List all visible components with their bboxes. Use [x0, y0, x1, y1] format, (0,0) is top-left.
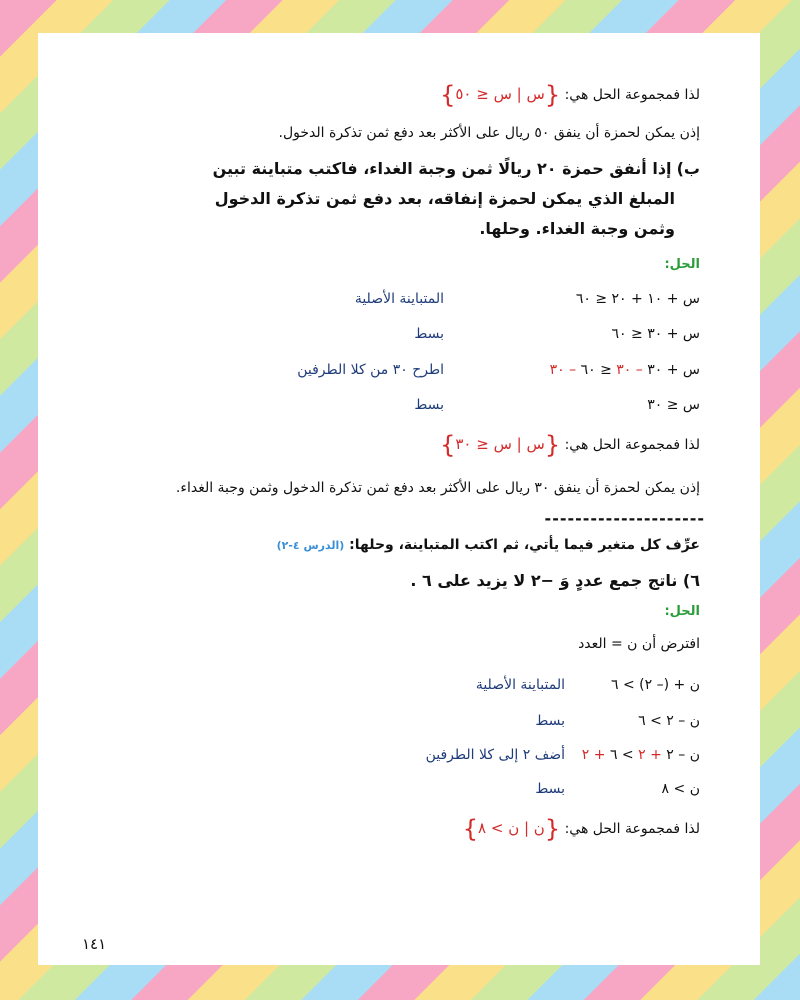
- step-b-4-note: بسط: [414, 397, 444, 413]
- step-b-1-expr: س + ١٠ + ٢٠ ≤ ٦٠: [575, 291, 700, 307]
- solution-set-value: س | س ≤ ٥٠: [455, 85, 545, 103]
- page-number: ١٤١: [82, 935, 107, 953]
- step-6-2-note: بسط: [535, 713, 565, 729]
- conclusion-a: إذن يمكن لحمزة أن ينفق ٥٠ ريال على الأكثر بعد دفع ثمن تذكرة الدخول.: [278, 125, 700, 141]
- divider: ---------------------: [544, 509, 705, 528]
- brace-close: }: [462, 815, 479, 843]
- question-6: ٦) ناتج جمع عددٍ وَ −٢ لا يزيد على ٦ .: [410, 571, 700, 590]
- page: [38, 33, 760, 965]
- step-6-4-note: بسط: [535, 781, 565, 797]
- question-b-line3: وثمن وجبة الغداء. وحلها.: [479, 219, 675, 238]
- step-6-1-expr: ن + (– ٢) > ٦: [611, 677, 700, 693]
- step-b-2-note: بسط: [414, 326, 444, 342]
- brace-open: {: [544, 815, 561, 843]
- step-6-2-expr: ن – ٢ > ٦: [638, 713, 700, 729]
- solution-label-2: الحل:: [664, 604, 700, 619]
- conclusion-b: إذن يمكن لحمزة أن ينفق ٣٠ ريال على الأكثر بعد دفع ثمن تذكرة الدخول وثمن وجبة الغداء.: [175, 480, 700, 496]
- question-b-line1: ب) إذا أنفق حمزة ٢٠ ريالًا ثمن وجبة الغداء، فاكتب متباينة تبين: [212, 159, 700, 178]
- step-6-3-note: أضف ٢ إلى كلا الطرفين: [425, 747, 565, 763]
- solution-set-a: [440, 81, 700, 109]
- step-6-3-expr: ن – ٢ + ٢ > ٦ + ٢: [581, 747, 700, 763]
- solution-set-value: ن | ن > ٨: [478, 819, 545, 837]
- brace-open: {: [544, 431, 561, 459]
- lesson-ref: (الدرس ٤-٢): [276, 539, 345, 552]
- question-b-marker: ب): [676, 159, 700, 178]
- step-b-4-expr: س ≤ ٣٠: [647, 397, 700, 413]
- step-6-1-note: المتباينة الأصلية: [475, 677, 565, 693]
- solution-set-value: س | س ≤ ٣٠: [455, 435, 545, 453]
- step-b-2-expr: س + ٣٠ ≤ ٦٠: [611, 326, 700, 342]
- step-6-4-expr: ن > ٨: [661, 781, 700, 797]
- brace-close: }: [440, 431, 456, 459]
- brace-open: {: [544, 81, 561, 109]
- step-b-3-note: اطرح ٣٠ من كلا الطرفين: [297, 362, 444, 378]
- assumption: افترض أن ن = العدد: [578, 636, 700, 652]
- step-b-1-note: المتباينة الأصلية: [354, 291, 444, 307]
- instruction: عرِّف كل متغير فيما يأتي، ثم اكتب المتباينة، وحلها: (الدرس ٤-٢): [276, 537, 700, 553]
- solution-set-b: لذا فمجموعة الحل هي: {س | س ≤ ٣٠}: [440, 431, 700, 459]
- question-b-line2: المبلغ الذي يمكن لحمزة إنفاقه، بعد دفع ثمن تذكرة الدخول: [214, 189, 675, 208]
- solution-label: الحل:: [664, 257, 700, 272]
- solution-set-6: لذا فمجموعة الحل هي: {ن | ن > ٨}: [462, 815, 700, 843]
- brace-close: }: [440, 81, 456, 109]
- solution-set-prefix: لذا فمجموعة الحل هي:: [564, 87, 700, 103]
- step-b-3-expr: س + ٣٠ – ٣٠ ≤ ٦٠ – ٣٠: [549, 362, 700, 378]
